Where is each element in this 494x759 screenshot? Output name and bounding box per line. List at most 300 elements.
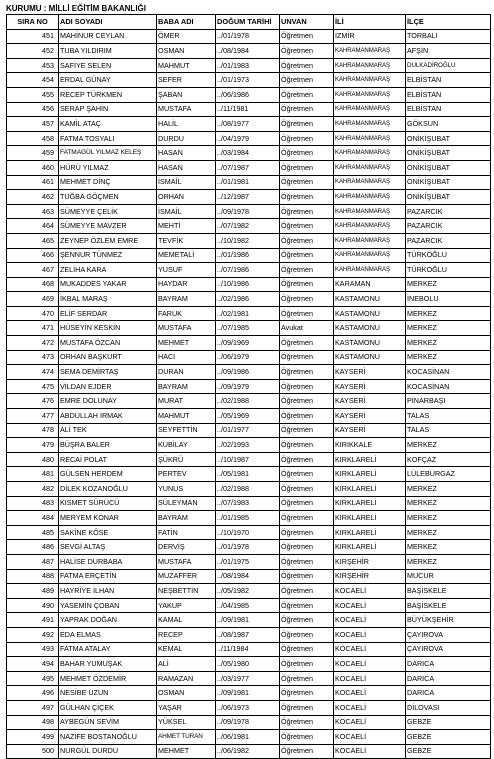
unvan-cell: Öğretmen — [280, 598, 334, 613]
table-row — [7, 554, 491, 569]
col-header-adi-soyadi: ADI SOYADI — [59, 15, 157, 30]
col-header-unvan: UNVAN — [280, 15, 334, 30]
ili-cell: KAHRAMANMARAŞ — [334, 263, 406, 278]
ilce-cell: ELBİSTAN — [406, 73, 491, 88]
baba-adi-cell: OSMAN — [157, 44, 216, 59]
ilce-cell: PINARBAŞI — [406, 394, 491, 409]
ili-cell: KOCAELİ — [334, 613, 406, 628]
unvan-cell: Öğretmen — [280, 569, 334, 584]
ilce-cell: LÜLEBURGAZ — [406, 467, 491, 482]
baba-adi-cell: ÖMER — [157, 29, 216, 44]
sira-no-cell: 456 — [7, 102, 59, 117]
unvan-cell: Öğretmen — [280, 394, 334, 409]
sira-no-cell: 498 — [7, 715, 59, 730]
sira-no-cell: 473 — [7, 350, 59, 365]
table-row — [7, 511, 491, 526]
table-row — [7, 642, 491, 657]
dogum-tarihi-cell: ../02/1988 — [216, 482, 280, 497]
ilce-cell: ONİKİŞUBAT — [406, 160, 491, 175]
baba-adi-cell: MEHMET — [157, 744, 216, 759]
ili-cell: KIRKLARELİ — [334, 452, 406, 467]
adi-soyadi-cell: SAKİNE KÖSE — [59, 525, 157, 540]
adi-soyadi-cell: SÜMEYYE ÇELİK — [59, 204, 157, 219]
ilce-cell: MERKEZ — [406, 321, 491, 336]
sira-no-cell: 466 — [7, 248, 59, 263]
unvan-cell: Öğretmen — [280, 744, 334, 759]
sira-no-cell: 454 — [7, 73, 59, 88]
dogum-tarihi-cell: ../11/1981 — [216, 102, 280, 117]
table-row — [7, 686, 491, 701]
adi-soyadi-cell: GÜLSEN HERDEM — [59, 467, 157, 482]
adi-soyadi-cell: ABDULLAH IRMAK — [59, 409, 157, 424]
baba-adi-cell: MUSTAFA — [157, 321, 216, 336]
dogum-tarihi-cell: ../06/1979 — [216, 350, 280, 365]
ili-cell: KAHRAMANMARAŞ — [334, 87, 406, 102]
table-row — [7, 423, 491, 438]
baba-adi-cell: HAYDAR — [157, 277, 216, 292]
dogum-tarihi-cell: ../10/1986 — [216, 277, 280, 292]
col-header-sira-no: SIRA NO — [7, 15, 59, 30]
table-row — [7, 744, 491, 759]
ilce-cell: MERKEZ — [406, 511, 491, 526]
adi-soyadi-cell: NAZİFE BOSTANOĞLU — [59, 730, 157, 745]
unvan-cell: Öğretmen — [280, 409, 334, 424]
sira-no-cell: 494 — [7, 657, 59, 672]
unvan-cell: Öğretmen — [280, 511, 334, 526]
adi-soyadi-cell: NESİBE UZUN — [59, 686, 157, 701]
adi-soyadi-cell: MEHMET DİNÇ — [59, 175, 157, 190]
ilce-cell: MERKEZ — [406, 554, 491, 569]
ilce-cell: DULKADİROĞLU — [406, 58, 491, 73]
dogum-tarihi-cell: ../08/1984 — [216, 44, 280, 59]
adi-soyadi-cell: SÜMEYYE MAVZER — [59, 219, 157, 234]
dogum-tarihi-cell: ../03/1984 — [216, 146, 280, 161]
unvan-cell: Öğretmen — [280, 87, 334, 102]
unvan-cell: Öğretmen — [280, 584, 334, 599]
dogum-tarihi-cell: ../02/1981 — [216, 306, 280, 321]
adi-soyadi-cell: ORHAN BAŞKURT — [59, 350, 157, 365]
ilce-cell: İNEBOLU — [406, 292, 491, 307]
table-row — [7, 598, 491, 613]
sira-no-cell: 452 — [7, 44, 59, 59]
table-row — [7, 394, 491, 409]
table-row — [7, 730, 491, 745]
baba-adi-cell: MUZAFFER — [157, 569, 216, 584]
adi-soyadi-cell: NURGÜL DURDU — [59, 744, 157, 759]
baba-adi-cell: TEVFİK — [157, 233, 216, 248]
baba-adi-cell: ŞABAN — [157, 87, 216, 102]
adi-soyadi-cell: FATMAGÜL YILMAZ KELEŞ — [59, 146, 157, 161]
adi-soyadi-cell: ŞENNUR TÜNMEZ — [59, 248, 157, 263]
baba-adi-cell: BAYRAM — [157, 379, 216, 394]
table-row — [7, 525, 491, 540]
dogum-tarihi-cell: ../09/1981 — [216, 613, 280, 628]
ilce-cell: GÖKSUN — [406, 117, 491, 132]
baba-adi-cell: NEŞBETTİN — [157, 584, 216, 599]
ilce-cell: DARICA — [406, 657, 491, 672]
dogum-tarihi-cell: ../09/1981 — [216, 686, 280, 701]
unvan-cell: Öğretmen — [280, 730, 334, 745]
sira-no-cell: 488 — [7, 569, 59, 584]
table-row — [7, 219, 491, 234]
table-row — [7, 73, 491, 88]
ili-cell: KIRŞEHİR — [334, 569, 406, 584]
ilce-cell: BAŞİSKELE — [406, 584, 491, 599]
sira-no-cell: 500 — [7, 744, 59, 759]
unvan-cell: Öğretmen — [280, 350, 334, 365]
dogum-tarihi-cell: ../02/1988 — [216, 394, 280, 409]
baba-adi-cell: MUSTAFA — [157, 102, 216, 117]
ilce-cell: ÇAYIROVA — [406, 627, 491, 642]
sira-no-cell: 470 — [7, 306, 59, 321]
baba-adi-cell: HALİL — [157, 117, 216, 132]
adi-soyadi-cell: AYBEGÜN SEVİM — [59, 715, 157, 730]
ilce-cell: TALAS — [406, 409, 491, 424]
ili-cell: KIRIKKALE — [334, 438, 406, 453]
ili-cell: KAHRAMANMARAŞ — [334, 204, 406, 219]
unvan-cell: Öğretmen — [280, 482, 334, 497]
ilce-cell: MERKEZ — [406, 525, 491, 540]
baba-adi-cell: AHMET TURAN — [157, 730, 216, 745]
unvan-cell: Öğretmen — [280, 58, 334, 73]
dogum-tarihi-cell: ../09/1978 — [216, 204, 280, 219]
ili-cell: KAYSERİ — [334, 365, 406, 380]
table-row — [7, 131, 491, 146]
baba-adi-cell: MEMETALİ — [157, 248, 216, 263]
baba-adi-cell: MAHMUT — [157, 409, 216, 424]
ilce-cell: PAZARCIK — [406, 233, 491, 248]
ili-cell: KASTAMONU — [334, 336, 406, 351]
ili-cell: KAHRAMANMARAŞ — [334, 73, 406, 88]
ili-cell: KOCAELİ — [334, 715, 406, 730]
ilce-cell: BÜYÜKŞEHİR — [406, 613, 491, 628]
baba-adi-cell: YUNUS — [157, 482, 216, 497]
adi-soyadi-cell: ZEYNEP ÖZLEM EMRE — [59, 233, 157, 248]
unvan-cell: Öğretmen — [280, 233, 334, 248]
ili-cell: KIRŞEHİR — [334, 554, 406, 569]
header-row — [7, 15, 491, 30]
ili-cell: KAYSERİ — [334, 423, 406, 438]
dogum-tarihi-cell: ../01/1977 — [216, 423, 280, 438]
table-row — [7, 277, 491, 292]
ilce-cell: GEBZE — [406, 730, 491, 745]
sira-no-cell: 460 — [7, 160, 59, 175]
sira-no-cell: 481 — [7, 467, 59, 482]
table-row — [7, 233, 491, 248]
table-row — [7, 584, 491, 599]
unvan-cell: Öğretmen — [280, 160, 334, 175]
ili-cell: KASTAMONU — [334, 321, 406, 336]
unvan-cell: Öğretmen — [280, 306, 334, 321]
baba-adi-cell: KUBİLAY — [157, 438, 216, 453]
unvan-cell: Öğretmen — [280, 219, 334, 234]
sira-no-cell: 485 — [7, 525, 59, 540]
ilce-cell: AFŞİN — [406, 44, 491, 59]
ili-cell: KAHRAMANMARAŞ — [334, 102, 406, 117]
dogum-tarihi-cell: ../04/1985 — [216, 598, 280, 613]
baba-adi-cell: SEFER — [157, 73, 216, 88]
dogum-tarihi-cell: ../01/1975 — [216, 554, 280, 569]
baba-adi-cell: DERVİŞ — [157, 540, 216, 555]
dogum-tarihi-cell: ../09/1979 — [216, 379, 280, 394]
ili-cell: KOCAELİ — [334, 627, 406, 642]
adi-soyadi-cell: YASEMİN ÇOBAN — [59, 598, 157, 613]
personnel-table — [6, 14, 491, 759]
dogum-tarihi-cell: ../12/1987 — [216, 190, 280, 205]
dogum-tarihi-cell: ../01/1986 — [216, 248, 280, 263]
sira-no-cell: 453 — [7, 58, 59, 73]
sira-no-cell: 455 — [7, 87, 59, 102]
ilce-cell: MERKEZ — [406, 336, 491, 351]
table-row — [7, 58, 491, 73]
ili-cell: KAHRAMANMARAŞ — [334, 44, 406, 59]
sira-no-cell: 474 — [7, 365, 59, 380]
sira-no-cell: 475 — [7, 379, 59, 394]
dogum-tarihi-cell: ../05/1980 — [216, 657, 280, 672]
dogum-tarihi-cell: ../09/1986 — [216, 365, 280, 380]
baba-adi-cell: PERTEV — [157, 467, 216, 482]
table-row — [7, 482, 491, 497]
adi-soyadi-cell: BÜŞRA BALER — [59, 438, 157, 453]
unvan-cell: Öğretmen — [280, 715, 334, 730]
sira-no-cell: 464 — [7, 219, 59, 234]
table-row — [7, 627, 491, 642]
unvan-cell: Öğretmen — [280, 540, 334, 555]
unvan-cell: Öğretmen — [280, 102, 334, 117]
ili-cell: KAYSERİ — [334, 409, 406, 424]
ili-cell: KAHRAMANMARAŞ — [334, 160, 406, 175]
baba-adi-cell: MUSTAFA — [157, 554, 216, 569]
ili-cell: İZMİR — [334, 29, 406, 44]
ilce-cell: MERKEZ — [406, 306, 491, 321]
ili-cell: KOCAELİ — [334, 642, 406, 657]
ilce-cell: TÜRKOĞLU — [406, 263, 491, 278]
unvan-cell: Öğretmen — [280, 175, 334, 190]
ilce-cell: DİLOVASI — [406, 700, 491, 715]
table-row — [7, 117, 491, 132]
baba-adi-cell: YAŞAR — [157, 700, 216, 715]
ili-cell: KIRKLARELİ — [334, 540, 406, 555]
table-body — [7, 29, 491, 759]
sira-no-cell: 478 — [7, 423, 59, 438]
adi-soyadi-cell: İKBAL MARAŞ — [59, 292, 157, 307]
dogum-tarihi-cell: ../07/1987 — [216, 160, 280, 175]
dogum-tarihi-cell: ../08/1987 — [216, 627, 280, 642]
sira-no-cell: 487 — [7, 554, 59, 569]
sira-no-cell: 461 — [7, 175, 59, 190]
ili-cell: KIRKLARELİ — [334, 482, 406, 497]
adi-soyadi-cell: MAHİNUR CEYLAN — [59, 29, 157, 44]
unvan-cell: Öğretmen — [280, 467, 334, 482]
baba-adi-cell: HACI — [157, 350, 216, 365]
table-row — [7, 263, 491, 278]
ilce-cell: ONİKİŞUBAT — [406, 175, 491, 190]
adi-soyadi-cell: BAHAR YUMUŞAK — [59, 657, 157, 672]
dogum-tarihi-cell: ../07/1983 — [216, 496, 280, 511]
ilce-cell: MERKEZ — [406, 350, 491, 365]
table-row — [7, 321, 491, 336]
dogum-tarihi-cell: ../07/1986 — [216, 263, 280, 278]
unvan-cell: Öğretmen — [280, 452, 334, 467]
sira-no-cell: 489 — [7, 584, 59, 599]
adi-soyadi-cell: EMRE DOLUNAY — [59, 394, 157, 409]
baba-adi-cell: HASAN — [157, 160, 216, 175]
adi-soyadi-cell: SAFİYE SELEN — [59, 58, 157, 73]
table-row — [7, 379, 491, 394]
unvan-cell: Öğretmen — [280, 336, 334, 351]
adi-soyadi-cell: MUKADDES YAKAR — [59, 277, 157, 292]
sira-no-cell: 459 — [7, 146, 59, 161]
sira-no-cell: 486 — [7, 540, 59, 555]
unvan-cell: Öğretmen — [280, 263, 334, 278]
sira-no-cell: 496 — [7, 686, 59, 701]
dogum-tarihi-cell: ../09/1969 — [216, 336, 280, 351]
ili-cell: KASTAMONU — [334, 292, 406, 307]
institution-header: KURUMU : MİLLİ EĞİTİM BAKANLIĞI — [6, 4, 146, 13]
ilce-cell: MUCUR — [406, 569, 491, 584]
adi-soyadi-cell: TUBA YILDIRIM — [59, 44, 157, 59]
ilce-cell: MERKEZ — [406, 438, 491, 453]
table-row — [7, 350, 491, 365]
table-row — [7, 700, 491, 715]
sira-no-cell: 471 — [7, 321, 59, 336]
adi-soyadi-cell: MERYEM KONAR — [59, 511, 157, 526]
baba-adi-cell: RECEP — [157, 627, 216, 642]
sira-no-cell: 477 — [7, 409, 59, 424]
sira-no-cell: 480 — [7, 452, 59, 467]
dogum-tarihi-cell: ../04/1979 — [216, 131, 280, 146]
baba-adi-cell: KEMAL — [157, 642, 216, 657]
dogum-tarihi-cell: ../08/1977 — [216, 117, 280, 132]
unvan-cell: Öğretmen — [280, 146, 334, 161]
unvan-cell: Öğretmen — [280, 292, 334, 307]
table-row — [7, 204, 491, 219]
dogum-tarihi-cell: ../01/1985 — [216, 511, 280, 526]
ilce-cell: TALAS — [406, 423, 491, 438]
baba-adi-cell: İSMAİL — [157, 175, 216, 190]
ili-cell: KAHRAMANMARAŞ — [334, 146, 406, 161]
unvan-cell: Avukat — [280, 321, 334, 336]
table-row — [7, 248, 491, 263]
ilce-cell: ONİKİŞUBAT — [406, 190, 491, 205]
baba-adi-cell: ŞÜKRÜ — [157, 452, 216, 467]
unvan-cell: Öğretmen — [280, 204, 334, 219]
table-row — [7, 715, 491, 730]
unvan-cell: Öğretmen — [280, 29, 334, 44]
baba-adi-cell: YÜKSEL — [157, 715, 216, 730]
baba-adi-cell: FATİN — [157, 525, 216, 540]
adi-soyadi-cell: HÜSEYİN KESKİN — [59, 321, 157, 336]
table-row — [7, 671, 491, 686]
col-header-baba-adi: BABA ADI — [157, 15, 216, 30]
table-row — [7, 306, 491, 321]
dogum-tarihi-cell: ../03/1977 — [216, 671, 280, 686]
table-row — [7, 438, 491, 453]
ili-cell: KOCAELİ — [334, 686, 406, 701]
unvan-cell: Öğretmen — [280, 44, 334, 59]
dogum-tarihi-cell: ../10/1987 — [216, 452, 280, 467]
table-row — [7, 44, 491, 59]
unvan-cell: Öğretmen — [280, 438, 334, 453]
ili-cell: KAHRAMANMARAŞ — [334, 58, 406, 73]
dogum-tarihi-cell: ../10/1982 — [216, 233, 280, 248]
adi-soyadi-cell: RECAİ POLAT — [59, 452, 157, 467]
ili-cell: KIRKLARELİ — [334, 525, 406, 540]
ilce-cell: ÇAYIROVA — [406, 642, 491, 657]
sira-no-cell: 492 — [7, 627, 59, 642]
unvan-cell: Öğretmen — [280, 613, 334, 628]
sira-no-cell: 451 — [7, 29, 59, 44]
dogum-tarihi-cell: ../01/1978 — [216, 540, 280, 555]
dogum-tarihi-cell: ../06/1986 — [216, 87, 280, 102]
ilce-cell: KOCASİNAN — [406, 379, 491, 394]
ilce-cell: PAZARCIK — [406, 219, 491, 234]
baba-adi-cell: HASAN — [157, 146, 216, 161]
baba-adi-cell: ALİ — [157, 657, 216, 672]
ilce-cell: DARICA — [406, 671, 491, 686]
sira-no-cell: 490 — [7, 598, 59, 613]
ili-cell: KIRKLARELİ — [334, 511, 406, 526]
dogum-tarihi-cell: ../10/1970 — [216, 525, 280, 540]
dogum-tarihi-cell: ../02/1986 — [216, 292, 280, 307]
baba-adi-cell: DURDU — [157, 131, 216, 146]
baba-adi-cell: BAYRAM — [157, 511, 216, 526]
ilce-cell: DARICA — [406, 686, 491, 701]
sira-no-cell: 465 — [7, 233, 59, 248]
adi-soyadi-cell: ALİ TEK — [59, 423, 157, 438]
sira-no-cell: 495 — [7, 671, 59, 686]
ili-cell: KOCAELİ — [334, 744, 406, 759]
ili-cell: KOCAELİ — [334, 700, 406, 715]
adi-soyadi-cell: FATMA ATALAY — [59, 642, 157, 657]
sira-no-cell: 484 — [7, 511, 59, 526]
ili-cell: KOCAELİ — [334, 657, 406, 672]
sira-no-cell: 457 — [7, 117, 59, 132]
baba-adi-cell: RAMAZAN — [157, 671, 216, 686]
baba-adi-cell: MURAT — [157, 394, 216, 409]
adi-soyadi-cell: RECEP TÜRKMEN — [59, 87, 157, 102]
unvan-cell: Öğretmen — [280, 365, 334, 380]
sira-no-cell: 476 — [7, 394, 59, 409]
table-row — [7, 452, 491, 467]
table-row — [7, 613, 491, 628]
adi-soyadi-cell: ERDAL GÜNAY — [59, 73, 157, 88]
table-row — [7, 467, 491, 482]
sira-no-cell: 462 — [7, 190, 59, 205]
sira-no-cell: 482 — [7, 482, 59, 497]
table-row — [7, 87, 491, 102]
baba-adi-cell: SEYFETTİN — [157, 423, 216, 438]
table-row — [7, 190, 491, 205]
unvan-cell: Öğretmen — [280, 657, 334, 672]
table-row — [7, 175, 491, 190]
dogum-tarihi-cell: ../01/1973 — [216, 73, 280, 88]
unvan-cell: Öğretmen — [280, 73, 334, 88]
table-row — [7, 146, 491, 161]
sira-no-cell: 468 — [7, 277, 59, 292]
ili-cell: KIRKLARELİ — [334, 467, 406, 482]
ili-cell: KAYSERİ — [334, 379, 406, 394]
adi-soyadi-cell: SERAP ŞAHİN — [59, 102, 157, 117]
ilce-cell: GEBZE — [406, 744, 491, 759]
dogum-tarihi-cell: ../05/1969 — [216, 409, 280, 424]
ili-cell: KAHRAMANMARAŞ — [334, 190, 406, 205]
baba-adi-cell: MEHTİ — [157, 219, 216, 234]
ili-cell: KOCAELİ — [334, 584, 406, 599]
ilce-cell: TÜRKOĞLU — [406, 248, 491, 263]
unvan-cell: Öğretmen — [280, 423, 334, 438]
ili-cell: KAHRAMANMARAŞ — [334, 117, 406, 132]
